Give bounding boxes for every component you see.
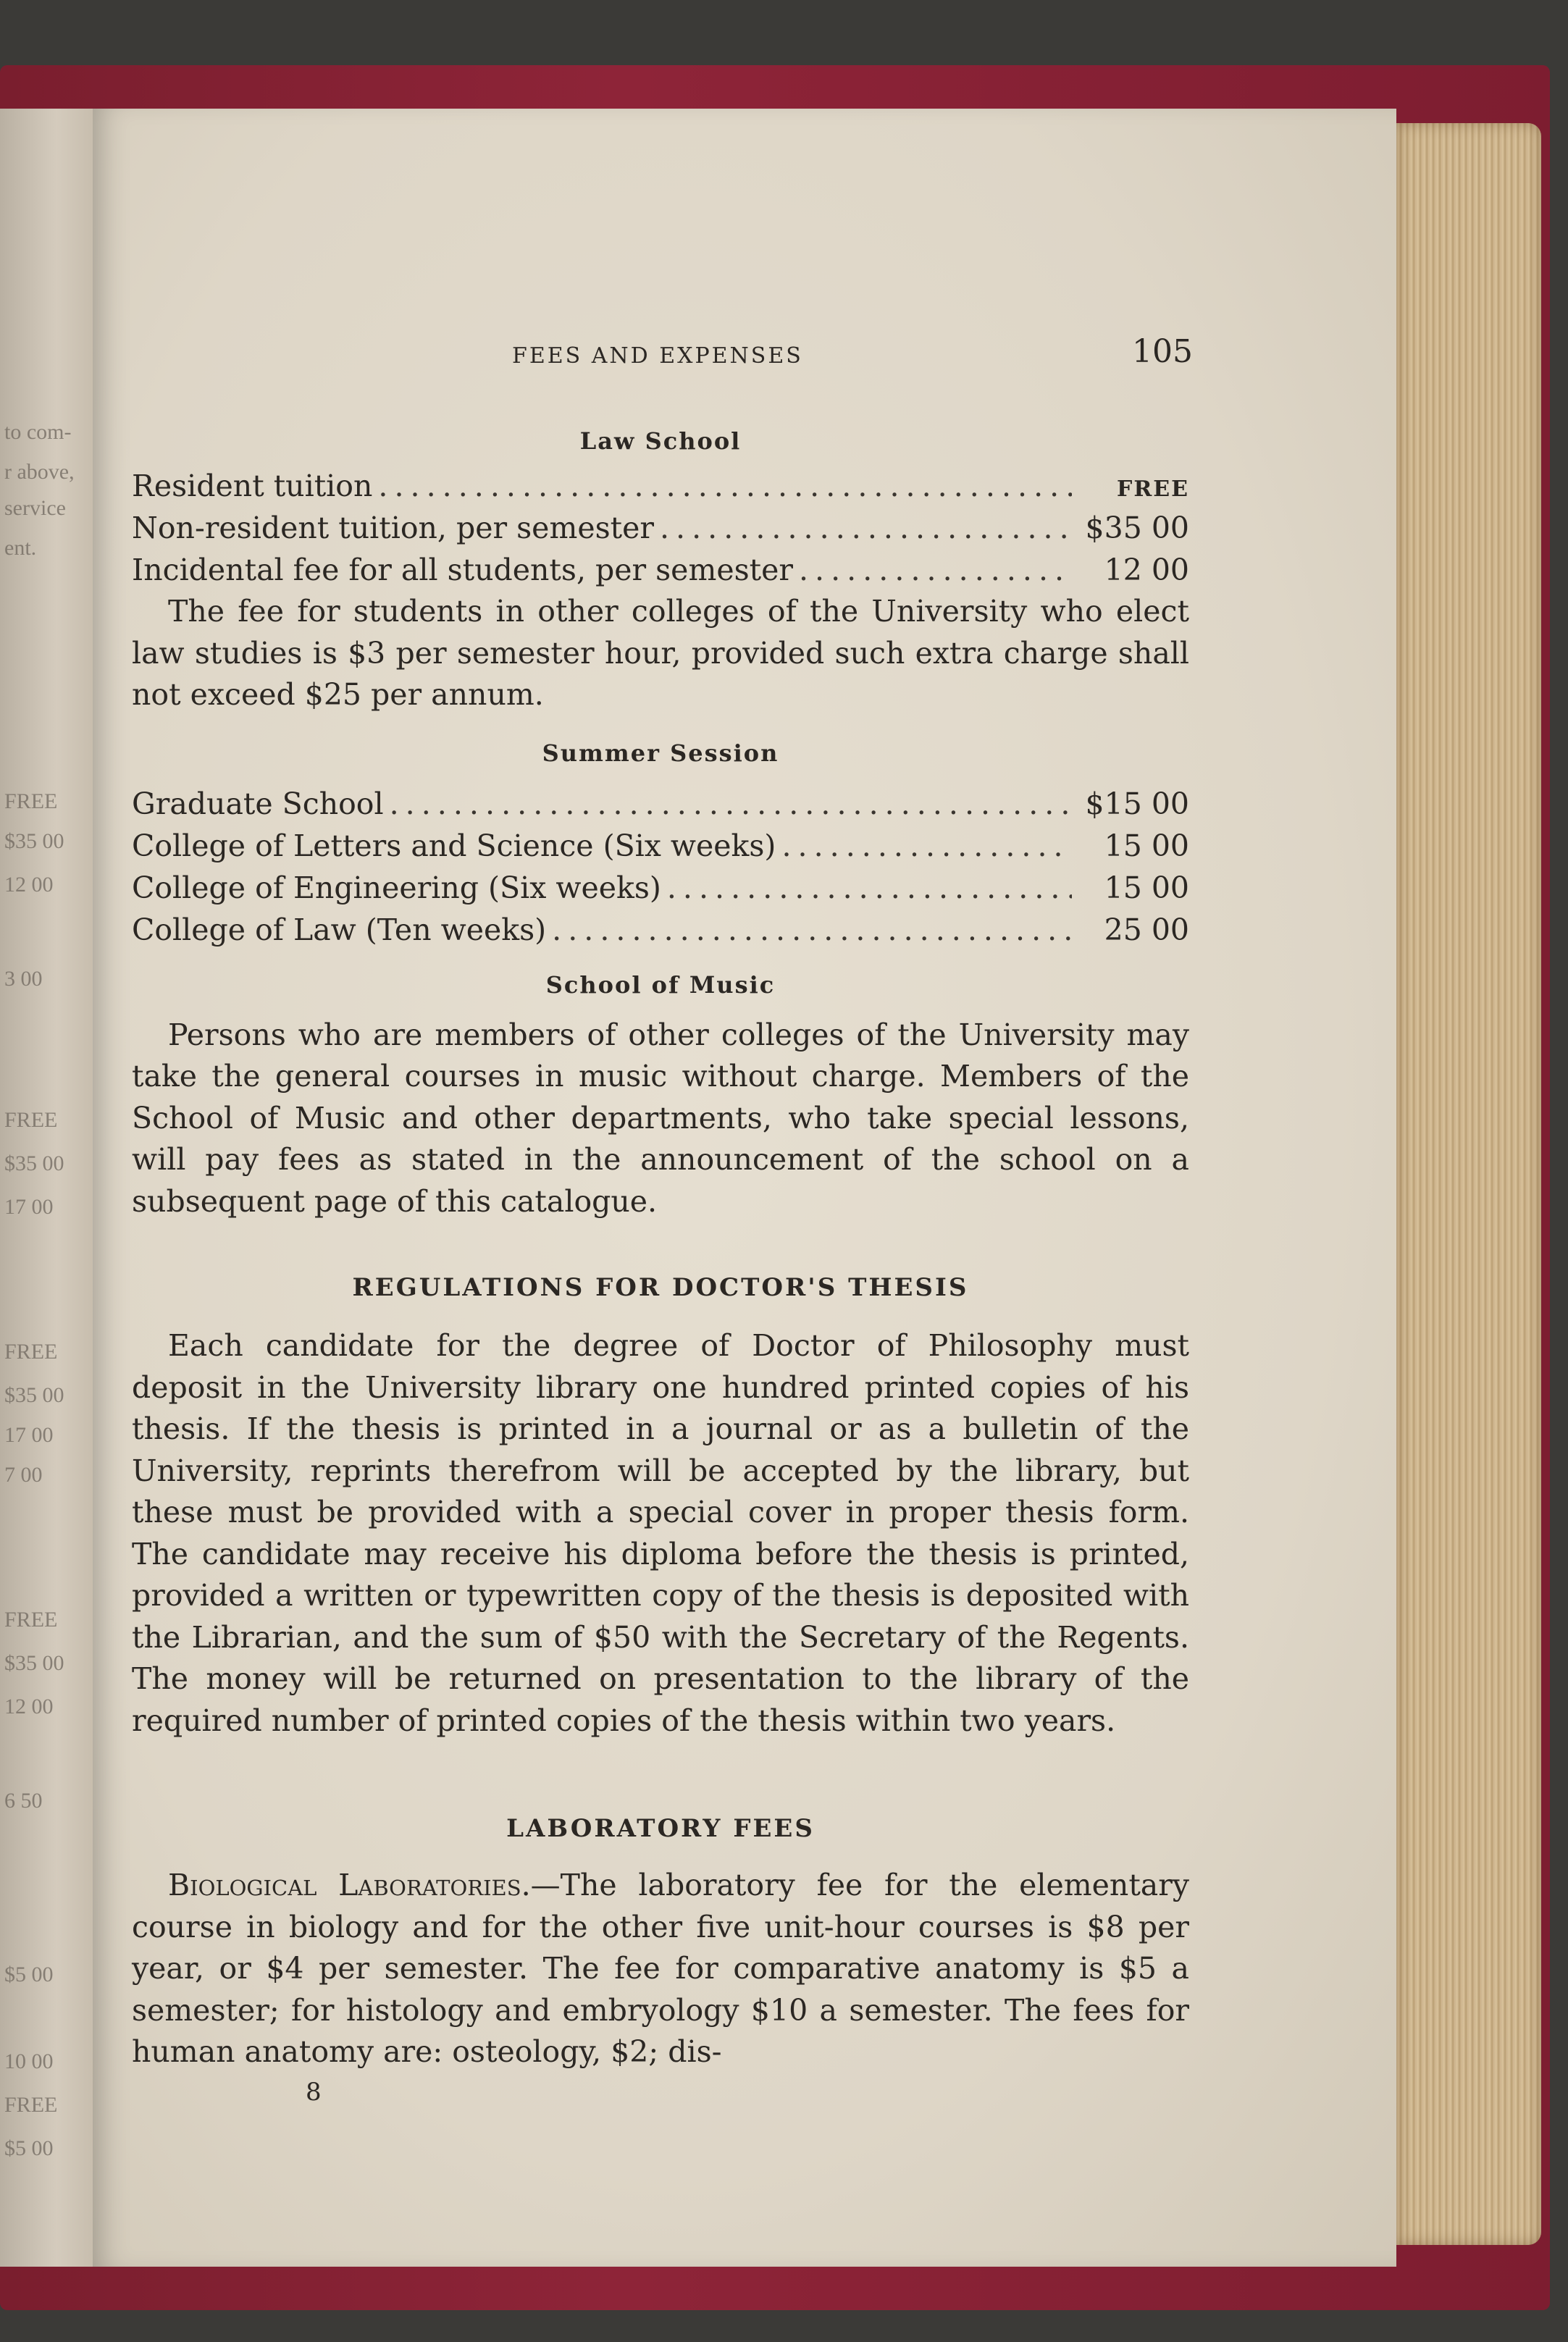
prev-page-fragment: FREE xyxy=(4,789,58,813)
fee-amount: 25 00 xyxy=(1104,912,1189,947)
page-edges xyxy=(1396,123,1541,2245)
prev-page-fragment: ent. xyxy=(4,536,37,560)
law-school-fees xyxy=(132,465,1189,591)
fee-amount: $35 00 xyxy=(1085,511,1189,545)
running-head-title: FEES AND EXPENSES xyxy=(512,343,803,369)
fee-label: College of Letters and Science (Six weeks) xyxy=(132,828,776,863)
fee-label: College of Law (Ten weeks) xyxy=(132,912,547,947)
dot-leader xyxy=(781,825,1072,867)
prev-page-fragment: FREE xyxy=(4,2093,58,2117)
prev-page-fragment: 12 00 xyxy=(4,873,54,897)
laboratory-fees-text xyxy=(132,1865,1189,2073)
prev-page-fragment: FREE xyxy=(4,1608,58,1632)
fee-label: Resident tuition xyxy=(132,469,373,503)
prev-page-fragment: 17 00 xyxy=(4,1195,54,1219)
fee-amount: 12 00 xyxy=(1104,553,1189,587)
fee-row xyxy=(132,867,1189,909)
fee-row xyxy=(132,909,1189,951)
prev-page-fragment: 17 00 xyxy=(4,1423,54,1447)
fee-amount: $15 00 xyxy=(1085,786,1189,821)
fee-label: College of Engineering (Six weeks) xyxy=(132,870,661,905)
laboratory-fees-lead: Biological Laboratories. xyxy=(168,1868,531,1902)
school-of-music-text: Persons who are members of other colleges of the University may take the general courses in music without charge. Members of the School of Music and other departments, who take special lessons, will pay fees as stated in the announcement of the school on a subsequent page of this catalogue. xyxy=(132,1017,1189,1219)
dot-leader xyxy=(660,507,1072,549)
summer-session-fees xyxy=(132,783,1189,951)
page-number: 105 xyxy=(1132,333,1193,370)
prev-page-fragment: $35 00 xyxy=(4,829,64,853)
prev-page-fragment: r above, xyxy=(4,460,75,484)
prev-page-fragment: service xyxy=(4,496,66,520)
laboratory-fees-heading: LABORATORY FEES xyxy=(506,1814,815,1843)
prev-page-fragment: 7 00 xyxy=(4,1463,43,1487)
dot-leader xyxy=(390,783,1072,825)
school-of-music-heading: School of Music xyxy=(545,970,776,999)
fee-amount: 15 00 xyxy=(1104,870,1189,905)
fee-row xyxy=(132,783,1189,825)
summer-session-heading: Summer Session xyxy=(542,739,779,767)
prev-page-fragment: to com- xyxy=(4,420,72,444)
law-school-note: The fee for students in other colleges of the University who elect law studies is $3 per semester hour, provided such extra charge shall not exceed $25 per annum. xyxy=(132,594,1189,712)
prev-page-fragment: $35 00 xyxy=(4,1651,64,1675)
fee-row xyxy=(132,507,1189,549)
dot-leader xyxy=(667,867,1072,909)
fee-row xyxy=(132,465,1189,507)
dot-leader xyxy=(552,909,1072,951)
fee-row xyxy=(132,825,1189,867)
prev-page-fragment: $35 00 xyxy=(4,1383,64,1407)
dot-leader xyxy=(799,549,1072,591)
laboratory-fees-body: —The laboratory fee for the elementary course in biology and for the other five unit-hour courses is $8 per year, or $4 per semester. The fee for comparative anatomy is $5 a semester; for histology and embryology $10 a semester. The fees for human anatomy are: osteology, $2; dis- xyxy=(132,1868,1189,2069)
signature-mark: 8 xyxy=(306,2077,322,2107)
previous-page-edge xyxy=(0,109,94,2267)
law-school-heading: Law School xyxy=(579,427,742,455)
prev-page-fragment: 12 00 xyxy=(4,1695,54,1718)
fee-row xyxy=(132,549,1189,591)
prev-page-fragment: FREE xyxy=(4,1340,58,1364)
prev-page-fragment: 6 50 xyxy=(4,1789,43,1813)
prev-page-fragment: 10 00 xyxy=(4,2049,54,2073)
dot-leader xyxy=(378,465,1072,507)
prev-page-fragment: $5 00 xyxy=(4,1963,54,1986)
fee-label: Graduate School xyxy=(132,786,384,821)
fee-label: Non-resident tuition, per semester xyxy=(132,511,654,545)
prev-page-fragment: FREE xyxy=(4,1108,58,1132)
prev-page-fragment: $5 00 xyxy=(4,2136,54,2160)
prev-page-fragment: 3 00 xyxy=(4,967,43,991)
thesis-regulations-text: Each candidate for the degree of Doctor of Philosophy must deposit in the University library one hundred printed copies of his thesis. If the thesis is printed in a journal or as a bulletin of the University, reprints therefrom will be accepted by the library, but these must be provided with a special cover in proper thesis form. The candidate may receive his diploma before the thesis is printed, provided a written or typewritten copy of the thesis is deposited with the Librarian, and the sum of $50 with the Secretary of the Regents. The money will be returned on presentation to the library of the required number of printed copies of the thesis within two years. xyxy=(132,1328,1189,1738)
running-head xyxy=(132,333,1193,384)
page-content xyxy=(132,333,1193,2107)
prev-page-fragment: $35 00 xyxy=(4,1151,64,1175)
thesis-regulations-heading: REGULATIONS FOR DOCTOR'S THESIS xyxy=(352,1273,969,1302)
fee-label: Incidental fee for all students, per semester xyxy=(132,553,793,587)
fee-amount: FREE xyxy=(1117,477,1189,502)
fee-amount: 15 00 xyxy=(1104,828,1189,863)
